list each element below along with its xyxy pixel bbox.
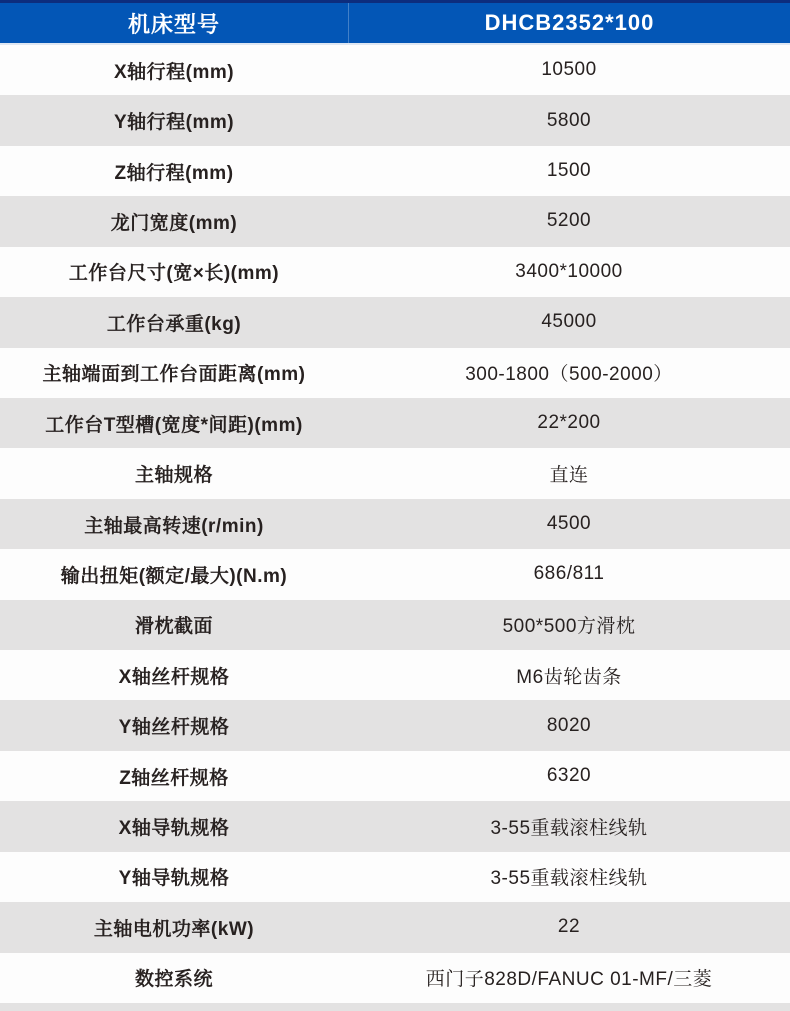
spec-value: 3400*10000 bbox=[515, 260, 623, 282]
spec-value: 22 bbox=[557, 916, 581, 938]
header-model-label: 机床型号 bbox=[127, 11, 220, 37]
spec-value: 1500 bbox=[546, 160, 592, 182]
spec-value: 300-1800（500-2000） bbox=[465, 364, 673, 386]
spec-value: 686/811 bbox=[533, 563, 605, 585]
table-row bbox=[0, 146, 790, 196]
spec-label: 工作台承重(kg) bbox=[106, 313, 242, 335]
spec-label: Y轴丝杆规格 bbox=[118, 717, 230, 739]
table-header bbox=[0, 0, 790, 45]
spec-label: Z轴行程(mm) bbox=[114, 162, 234, 184]
spec-value: 5800 bbox=[546, 109, 592, 131]
spec-label: 龙门宽度(mm) bbox=[110, 212, 238, 234]
spec-label: 滑枕截面 bbox=[134, 616, 213, 638]
spec-value: M6齿轮齿条 bbox=[516, 666, 622, 688]
spec-label: 输出扭矩(额定/最大)(N.m) bbox=[60, 565, 288, 587]
table-row bbox=[0, 95, 790, 145]
spec-label: X轴丝杆规格 bbox=[118, 666, 230, 688]
spec-label: X轴导轨规格 bbox=[118, 818, 230, 840]
table-row bbox=[0, 398, 790, 448]
spec-value: 22*200 bbox=[537, 412, 601, 434]
table-row bbox=[0, 700, 790, 750]
table-row bbox=[0, 549, 790, 599]
spec-label: 主轴端面到工作台面距离(mm) bbox=[42, 364, 306, 386]
table-row bbox=[0, 297, 790, 347]
table-row bbox=[0, 902, 790, 952]
spec-value: 3-55重载滚柱线轨 bbox=[490, 818, 648, 840]
spec-value: 6320 bbox=[546, 765, 592, 787]
table-row bbox=[0, 953, 790, 1003]
spec-label: 主轴规格 bbox=[134, 465, 213, 487]
table-row bbox=[0, 852, 790, 902]
table-body bbox=[0, 45, 790, 1003]
spec-value: 3-55重载滚柱线轨 bbox=[490, 868, 648, 890]
spec-value: 直连 bbox=[549, 465, 589, 487]
spec-value: 45000 bbox=[541, 311, 597, 333]
spec-label: Y轴行程(mm) bbox=[113, 112, 235, 134]
table-row bbox=[0, 499, 790, 549]
table-row bbox=[0, 196, 790, 246]
spec-label: Y轴导轨规格 bbox=[118, 868, 230, 890]
spec-label: 主轴最高转速(r/min) bbox=[84, 515, 264, 537]
table-row bbox=[0, 448, 790, 498]
header-model-value: DHCB2352*100 bbox=[348, 3, 790, 43]
table-row bbox=[0, 801, 790, 851]
spec-value: 5200 bbox=[546, 210, 592, 232]
spec-label: 主轴电机功率(kW) bbox=[93, 918, 255, 940]
spec-value: 8020 bbox=[546, 714, 592, 736]
table-row bbox=[0, 45, 790, 95]
spec-label: X轴行程(mm) bbox=[113, 61, 235, 83]
table-row bbox=[0, 600, 790, 650]
spec-label: 工作台尺寸(宽×长)(mm) bbox=[68, 263, 280, 285]
bottom-row-partial bbox=[0, 1003, 790, 1011]
table-row bbox=[0, 751, 790, 801]
spec-label: 工作台T型槽(宽度*间距)(mm) bbox=[45, 414, 303, 436]
spec-label: 数控系统 bbox=[134, 969, 213, 991]
spec-value: 西门子828D/FANUC 01-MF/三菱 bbox=[425, 969, 713, 991]
table-row bbox=[0, 247, 790, 297]
spec-value: 4500 bbox=[546, 513, 592, 534]
spec-value: 10500 bbox=[541, 59, 597, 81]
table-row bbox=[0, 650, 790, 700]
spec-label: Z轴丝杆规格 bbox=[119, 767, 229, 789]
spec-value: 500*500方滑枕 bbox=[502, 616, 636, 638]
table-row bbox=[0, 348, 790, 398]
